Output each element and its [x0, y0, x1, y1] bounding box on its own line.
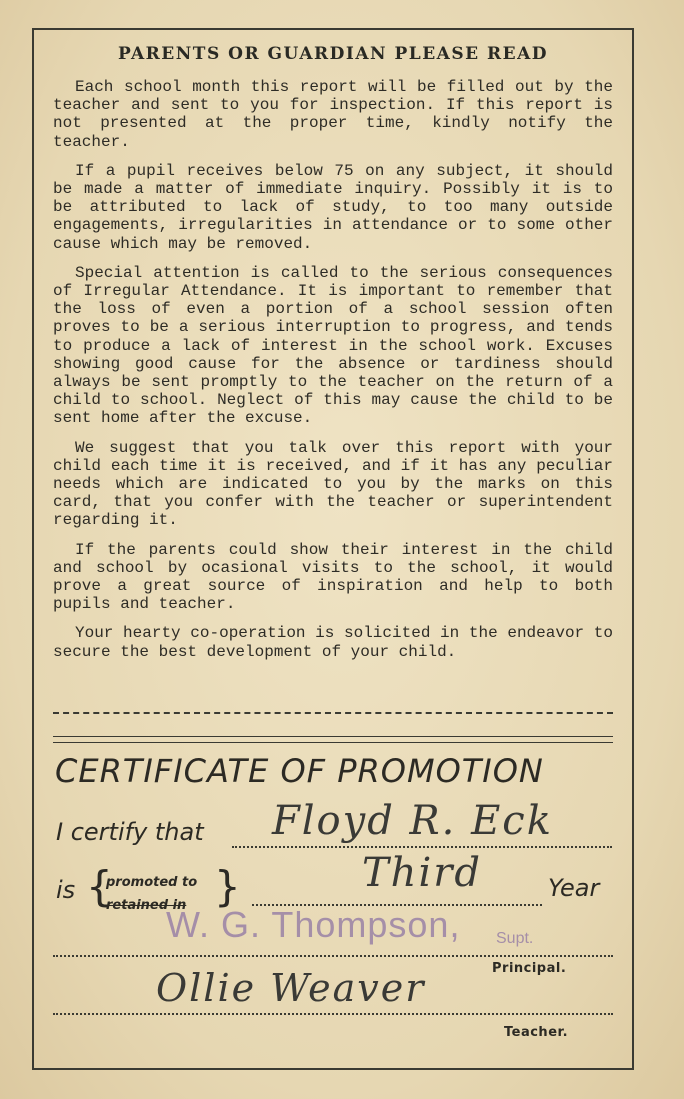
separator-line-1: [53, 736, 613, 737]
grade-handwritten: Third: [362, 850, 482, 896]
student-name-line: [232, 846, 612, 848]
certify-label: I certify that: [56, 818, 204, 846]
separator-line-2: [53, 742, 613, 743]
teacher-line: [53, 1013, 613, 1015]
right-brace-icon: }: [214, 862, 241, 911]
principal-line: [53, 955, 613, 957]
superintendent-stamp-title: Supt.: [496, 930, 534, 947]
notice-title: PARENTS OR GUARDIAN PLEASE READ: [117, 44, 549, 64]
student-name: Floyd R. Eck: [272, 798, 553, 844]
year-label: Year: [548, 874, 600, 902]
principal-label: Principal.: [492, 961, 567, 976]
superintendent-stamp: W. G. Thompson,: [166, 904, 461, 945]
certificate-title: CERTIFICATE OF PROMOTION: [55, 752, 544, 790]
notice-body: [53, 78, 613, 672]
notice-paragraph-1: Each school month this report will be filled out by the teacher and sent to you for inspection. If this report is not presented at the proper time, kindly notify the teacher.: [53, 78, 613, 151]
separator-dashed: [53, 712, 613, 714]
teacher-signature: Ollie Weaver: [156, 966, 426, 1010]
notice-paragraph-5: If the parents could show their interest in the child and school by ocasional visits to the school, it would prove a great source of inspiration and help to both pupils and teacher.: [53, 540, 613, 614]
left-brace-icon: {: [86, 862, 113, 911]
notice-paragraph-4: We suggest that you talk over this report with your child each time it is received, and if it has any peculiar needs which are indicated to you by the marks on this card, that you confer with the teacher or superintendent regarding it.: [53, 438, 613, 530]
option-promoted: promoted to: [106, 875, 198, 890]
notice-paragraph-2: If a pupil receives below 75 on any subject, it should be made a matter of immediate inquiry. Possibly it is to be attributed to lack of study, to too many outside engagements, irregularities in attendance or to some other cause which may be removed.: [53, 161, 613, 253]
teacher-label: Teacher.: [504, 1025, 569, 1040]
is-label: is: [56, 876, 76, 904]
notice-paragraph-6: Your hearty co-operation is solicited in the endeavor to secure the best development of your child.: [53, 624, 613, 661]
option-retained: retained in: [106, 898, 187, 913]
notice-paragraph-3: Special attention is called to the serious consequences of Irregular Attendance. It is important to remember that the loss of even a portion of a school session often proves to be a serious interruption to progress, and tends to produce a lack of interest in the school work. Excuses showing good cause for the absence or tardiness should always be sent promptly to the teacher on the return of a child to school. Neglect of this may cause the child to be sent home after the excuse.: [53, 263, 613, 428]
